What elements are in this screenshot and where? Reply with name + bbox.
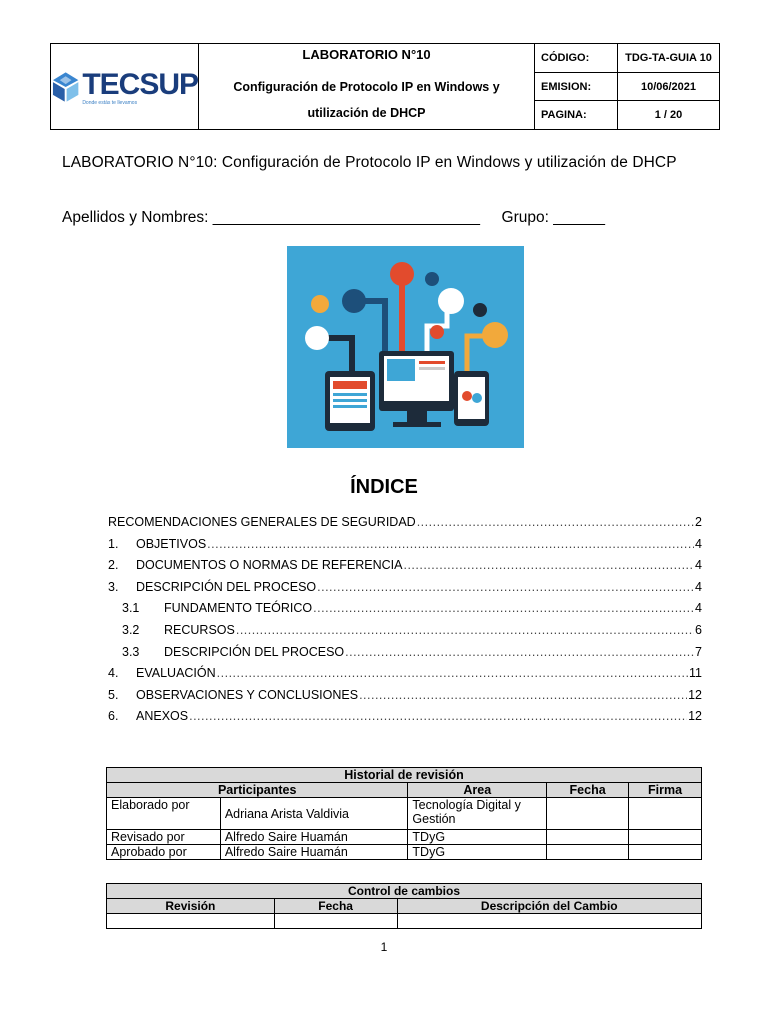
name-line	[62, 209, 605, 227]
toc-label: DOCUMENTOS O NORMAS DE REFERENCIA	[136, 558, 403, 573]
toc-entry[interactable]	[108, 580, 702, 602]
header-meta	[535, 44, 719, 129]
table-row	[107, 914, 702, 929]
toc-number: 3.2	[122, 622, 140, 637]
toc-number: 3.3	[122, 644, 140, 659]
toc-label: DESCRIPCIÓN DEL PROCESO	[164, 644, 345, 659]
toc-page: 12	[688, 709, 702, 724]
history-col-participants: Participantes	[107, 783, 408, 798]
changes-cell	[397, 914, 701, 929]
page-number: 1	[380, 940, 388, 954]
rocket-icon	[425, 272, 439, 286]
toc-label: RECOMENDACIONES GENERALES DE SEGURIDAD	[108, 515, 416, 529]
lab-title: LABORATORIO N°10	[302, 47, 431, 62]
name-blank: _______________________________	[212, 209, 480, 226]
toc-label: FUNDAMENTO TEÓRICO	[164, 601, 313, 616]
meta-row-emission	[535, 73, 719, 102]
toc-entry[interactable]	[122, 623, 702, 645]
history-col-area: Area	[408, 783, 547, 798]
history-col-date: Fecha	[547, 783, 629, 798]
tecsup-logo	[51, 44, 199, 129]
history-name: Alfredo Saire Huamán	[220, 845, 408, 860]
revision-history-table	[106, 767, 702, 860]
toc-leader	[317, 580, 694, 594]
toc-page: 4	[695, 601, 702, 616]
toc-entry[interactable]	[108, 709, 702, 731]
toc-number: 1.	[108, 536, 119, 551]
history-date	[547, 830, 629, 845]
history-area: TDyG	[408, 845, 547, 860]
toc-page: 4	[695, 536, 702, 551]
history-title: Historial de revisión	[107, 768, 702, 783]
changes-col-revision: Revisión	[107, 899, 275, 914]
basket-icon	[438, 288, 464, 314]
toc-leader	[417, 515, 694, 529]
toc-leader	[359, 688, 687, 702]
folder-icon	[342, 289, 366, 313]
history-sign	[629, 830, 702, 845]
logo-tagline: Donde estás te llevamos	[82, 99, 138, 106]
toc-label: EVALUACIÓN	[136, 666, 216, 681]
changes-title: Control de cambios	[107, 884, 702, 899]
toc-leader	[189, 709, 687, 723]
history-role: Revisado por	[107, 830, 221, 845]
toc-number: 3.1	[122, 601, 140, 616]
table-row	[107, 845, 702, 860]
like-icon	[305, 326, 329, 350]
table-row	[107, 830, 702, 845]
toc-label: OBJETIVOS	[136, 536, 207, 551]
meta-value: 1 / 20	[654, 109, 683, 122]
toc-entry[interactable]	[108, 537, 702, 559]
toc-page: 11	[689, 666, 702, 681]
toc-number: 5.	[108, 687, 119, 702]
toc-leader	[217, 666, 688, 680]
toc-entry[interactable]	[108, 515, 702, 537]
toc-leader	[313, 601, 694, 615]
history-role: Aprobado por	[107, 845, 221, 860]
document-title: LABORATORIO N°10: Configuración de Protocolo IP en Windows y utilización de DHCP	[62, 154, 677, 171]
history-col-signature: Firma	[629, 783, 702, 798]
toc-leader	[207, 537, 694, 551]
toc-entry[interactable]	[122, 645, 702, 667]
meta-key: CÓDIGO:	[535, 44, 618, 72]
toc-entry[interactable]	[108, 666, 702, 688]
toc-leader	[345, 645, 694, 659]
history-area: Tecnología Digital y Gestión	[408, 798, 547, 830]
phone-icon	[390, 262, 414, 286]
group-label: Grupo:	[501, 209, 554, 226]
history-date	[547, 845, 629, 860]
history-area: TDyG	[408, 830, 547, 845]
toc-label: RECURSOS	[164, 622, 235, 637]
mail-icon	[482, 322, 508, 348]
toc-entry[interactable]	[108, 688, 702, 710]
cloud-icon	[430, 325, 444, 339]
toc-page: 7	[695, 644, 702, 659]
changes-col-description: Descripción del Cambio	[397, 899, 701, 914]
history-name: Alfredo Saire Huamán	[220, 830, 408, 845]
change-control-table	[106, 883, 702, 929]
header-title-cell	[199, 44, 535, 129]
toc-page: 4	[695, 579, 702, 594]
table-of-contents	[108, 515, 702, 731]
toc-label: OBSERVACIONES Y CONCLUSIONES	[136, 687, 359, 702]
lab-subtitle: Configuración de Protocolo IP en Windows y utilización de DHCP	[233, 80, 500, 120]
toc-page: 4	[695, 558, 702, 573]
meta-row-code	[535, 44, 719, 73]
changes-col-date: Fecha	[274, 899, 397, 914]
meta-value: 10/06/2021	[640, 80, 697, 93]
toc-number: 6.	[108, 709, 119, 724]
history-role: Elaborado por	[107, 798, 221, 830]
toc-page: 2	[695, 515, 702, 529]
toc-page: 12	[688, 687, 702, 702]
meta-row-page	[535, 101, 719, 129]
toc-number: 3.	[108, 579, 119, 594]
toc-leader	[236, 623, 694, 637]
meta-key: PAGINA:	[535, 101, 618, 129]
logo-mark-icon	[51, 70, 80, 104]
logo-text: TECSUP	[82, 67, 198, 101]
history-sign	[629, 845, 702, 860]
group-blank: ______	[553, 209, 605, 226]
toc-label: ANEXOS	[136, 709, 189, 724]
history-name: Adriana Arista Valdivia	[220, 798, 408, 830]
toc-number: 2.	[108, 558, 119, 573]
history-date	[547, 798, 629, 830]
toc-page: 6	[695, 622, 702, 637]
toc-number: 4.	[108, 666, 119, 681]
toc-leader	[403, 558, 694, 572]
changes-cell	[274, 914, 397, 929]
toc-entry[interactable]	[122, 601, 702, 623]
toc-label: DESCRIPCIÓN DEL PROCESO	[136, 579, 317, 594]
meta-key: EMISION:	[535, 73, 618, 101]
camera-icon	[311, 295, 329, 313]
printer-icon	[473, 303, 487, 317]
table-row	[107, 798, 702, 830]
network-devices-illustration	[287, 246, 524, 448]
toc-entry[interactable]	[108, 558, 702, 580]
index-title: ÍNDICE	[350, 476, 418, 498]
name-label: Apellidos y Nombres:	[62, 209, 213, 226]
changes-cell	[107, 914, 275, 929]
history-sign	[629, 798, 702, 830]
document-header	[50, 43, 720, 130]
meta-value: TDG-TA-GUIA 10	[625, 51, 712, 64]
